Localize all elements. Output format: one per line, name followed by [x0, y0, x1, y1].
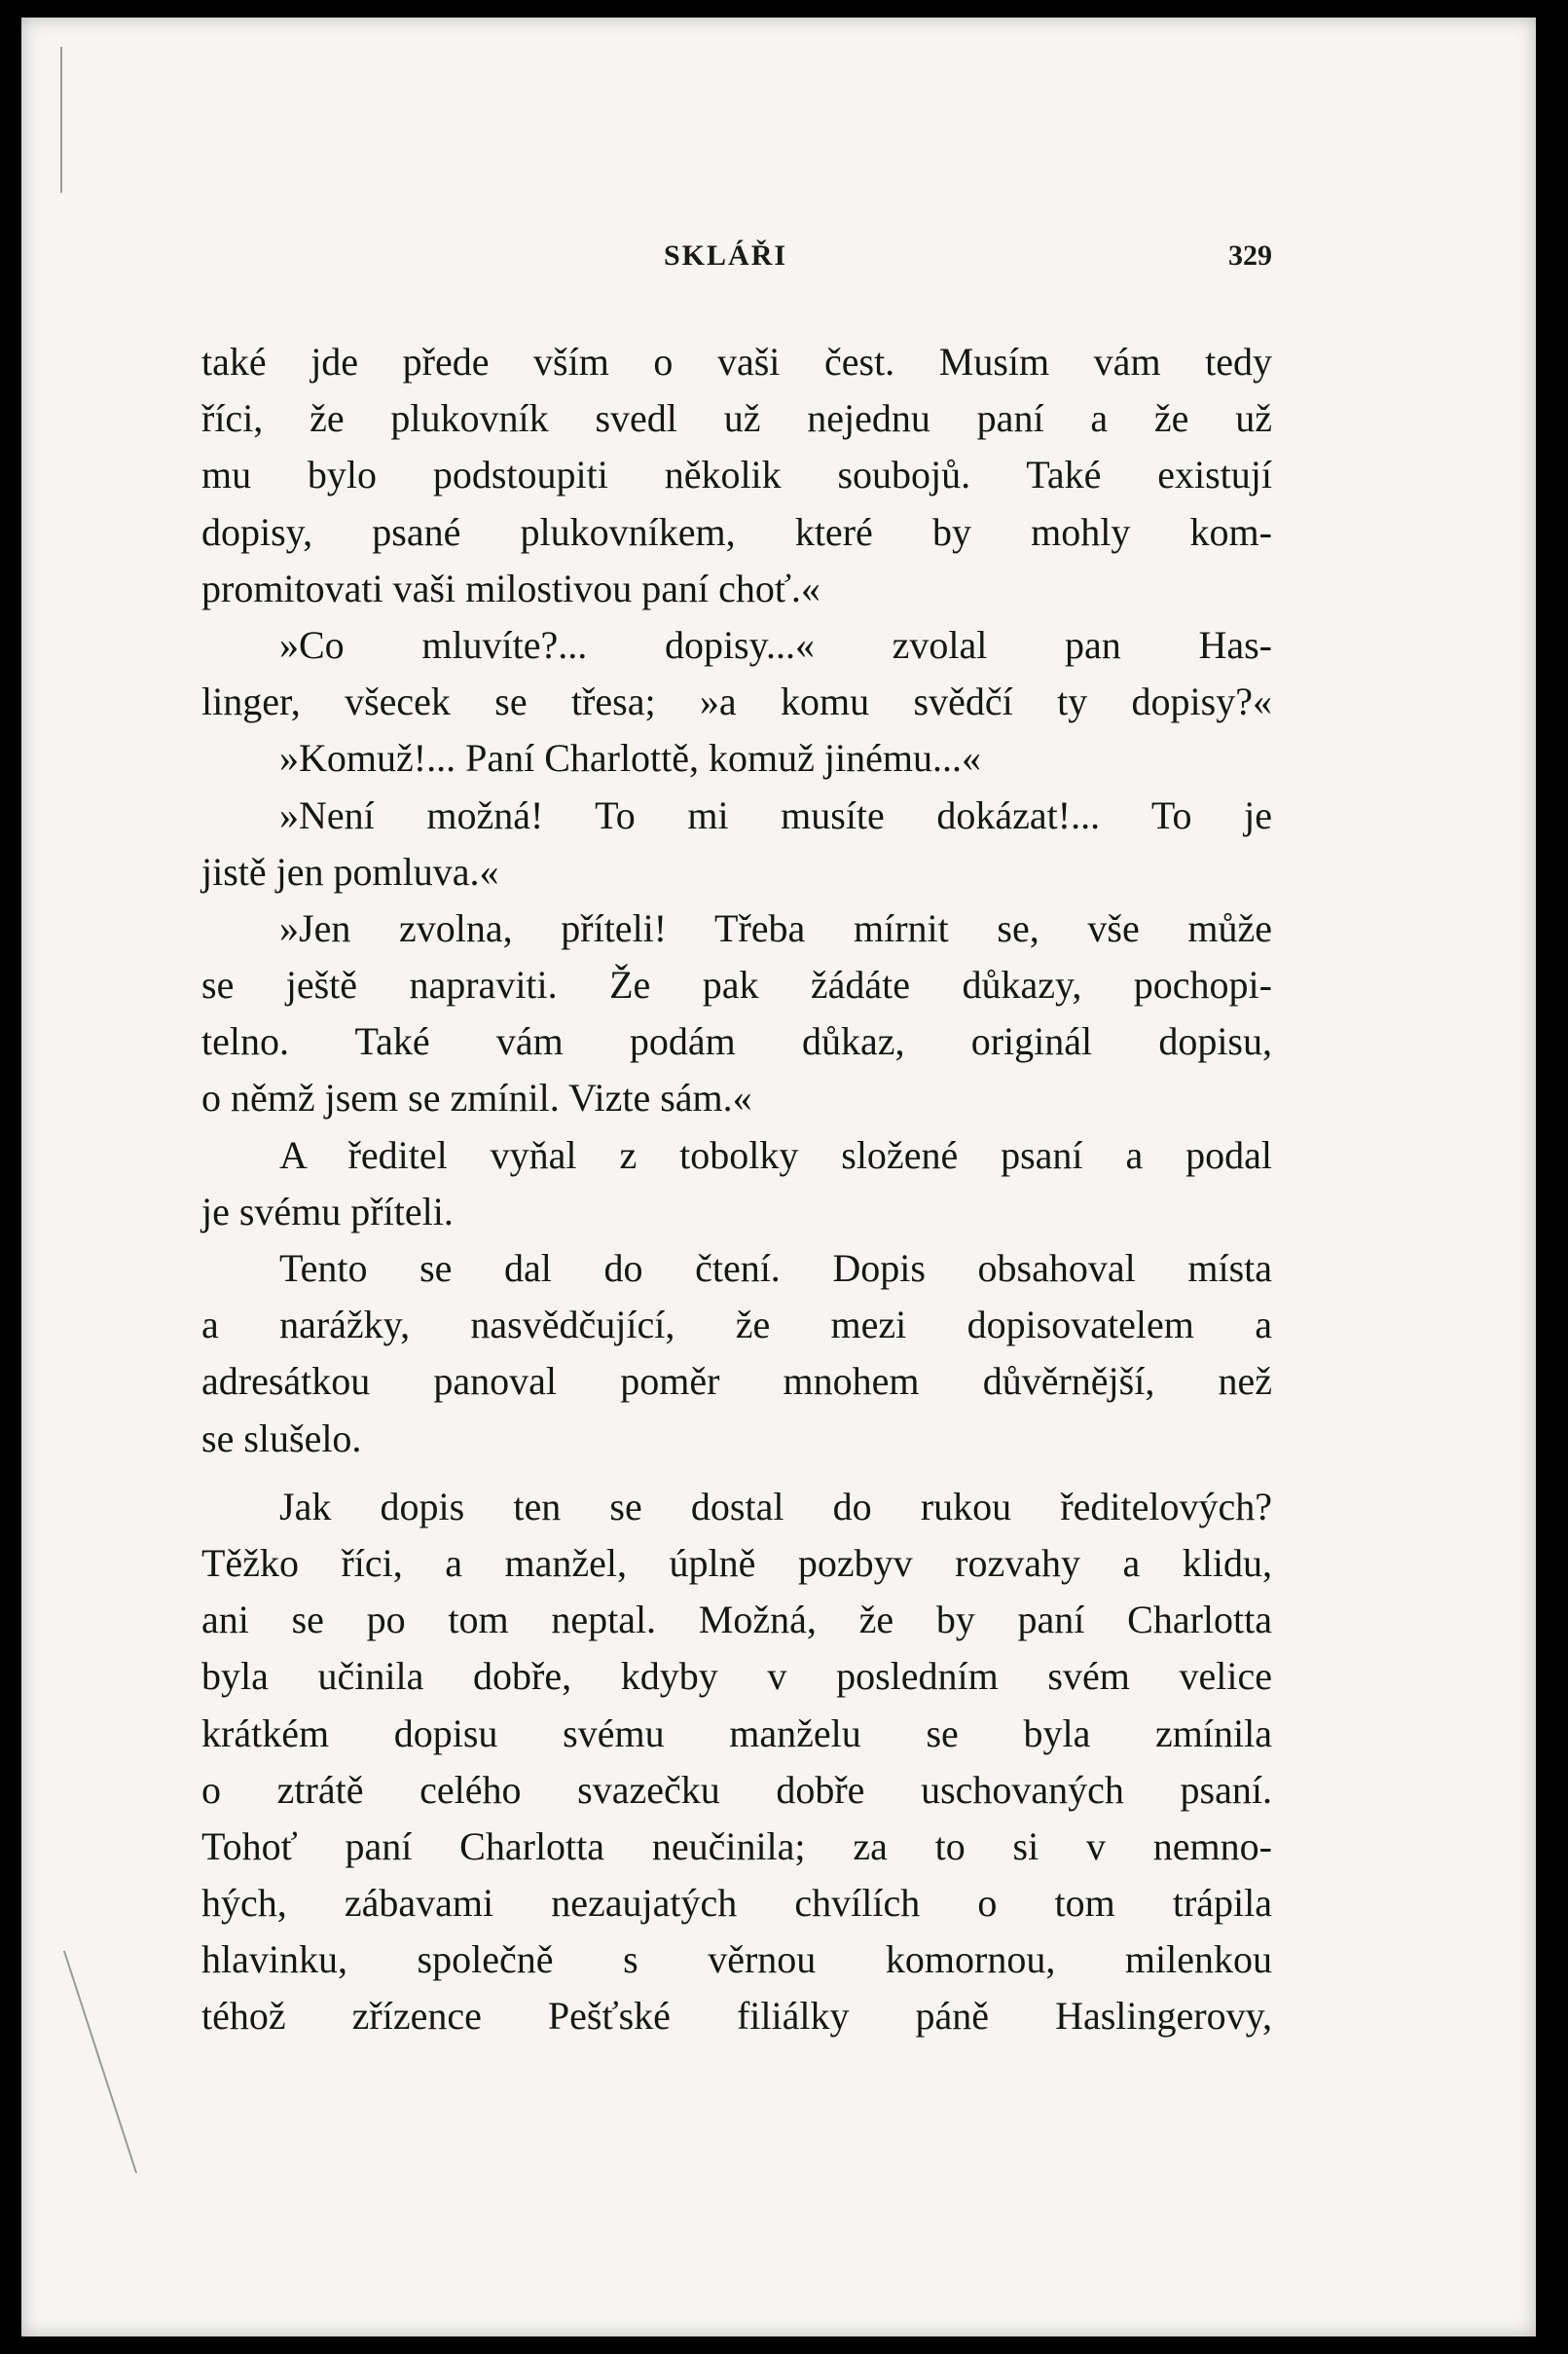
- text-line: hých, zábavami nezaujatých chvílích o tom trápila: [201, 1881, 1272, 1926]
- text-line: Jak dopis ten se dostal do rukou ředitelových?: [279, 1484, 1272, 1528]
- text-line: téhož zřízence Pešťské filiálky páně Haslingerovy,: [201, 1994, 1272, 2039]
- text-line: mu bylo podstoupiti několik soubojů. Také existují: [201, 453, 1272, 497]
- text-line: je svému příteli.: [201, 1189, 454, 1233]
- text-line: o němž jsem se zmínil. Vizte sám.«: [201, 1076, 752, 1121]
- text-line: hlavinku, společně s věrnou komornou, milenkou: [201, 1937, 1272, 1982]
- text-line: promitovati vaši milostivou paní choť.«: [201, 566, 820, 610]
- body-text: [201, 334, 1272, 2045]
- book-page: [21, 18, 1536, 2336]
- paragraph-gap: [201, 1467, 1272, 1479]
- text-line: se slušelo.: [201, 1416, 362, 1460]
- text-line: ani se po tom neptal. Možná, že by paní Charlotta: [201, 1598, 1272, 1642]
- text-line: Tento se dal do čtení. Dopis obsahoval místa: [279, 1246, 1272, 1290]
- text-line: se ještě napraviti. Že pak žádáte důkazy, pochopi-: [201, 963, 1272, 1008]
- text-line: Tohoť paní Charlotta neučinila; za to si v nemno-: [201, 1823, 1272, 1868]
- text-line: »Jen zvolna, příteli! Třeba mírnit se, vše může: [279, 905, 1272, 950]
- text-line: dopisy, psané plukovníkem, které by mohly kom-: [201, 509, 1272, 554]
- text-line: linger, všecek se třesa; »a komu svědčí ty dopisy?«: [201, 680, 1272, 724]
- running-title: SKLÁŘI: [664, 239, 788, 272]
- page-number: 329: [1228, 239, 1272, 272]
- text-line: a narážky, nasvědčující, že mezi dopisovatelem a: [201, 1303, 1272, 1347]
- page-edge-shadow-left: [60, 47, 62, 193]
- text-line: jistě jen pomluva.«: [201, 849, 499, 894]
- text-line: také jde přede vším o vaši čest. Musím vám tedy: [201, 340, 1272, 384]
- text-line: krátkém dopisu svému manželu se byla zmínila: [201, 1710, 1272, 1755]
- page-edge-shadow-bottom-left: [63, 1951, 137, 2174]
- text-line: byla učinila dobře, kdyby v posledním svém velice: [201, 1654, 1272, 1699]
- text-line: »Není možná! To mi musíte dokázat!... To je: [279, 792, 1272, 837]
- text-line: Těžko říci, a manžel, úplně pozbyv rozvahy a klidu,: [201, 1540, 1272, 1585]
- text-line: adresátkou panoval poměr mnohem důvěrnější, než: [201, 1359, 1272, 1404]
- text-line: telno. Také vám podám důkaz, originál dopisu,: [201, 1019, 1272, 1064]
- text-line: A ředitel vyňal z tobolky složené psaní a podal: [279, 1132, 1272, 1177]
- text-line: »Komuž!... Paní Charlottě, komuž jinému...«: [279, 736, 981, 781]
- page-header: [221, 239, 1272, 282]
- text-line: »Co mluvíte?... dopisy...« zvolal pan Has-: [279, 622, 1272, 667]
- text-line: říci, že plukovník svedl už nejednu paní a že už: [201, 396, 1272, 441]
- text-line: o ztrátě celého svazečku dobře uschovaných psaní.: [201, 1767, 1272, 1812]
